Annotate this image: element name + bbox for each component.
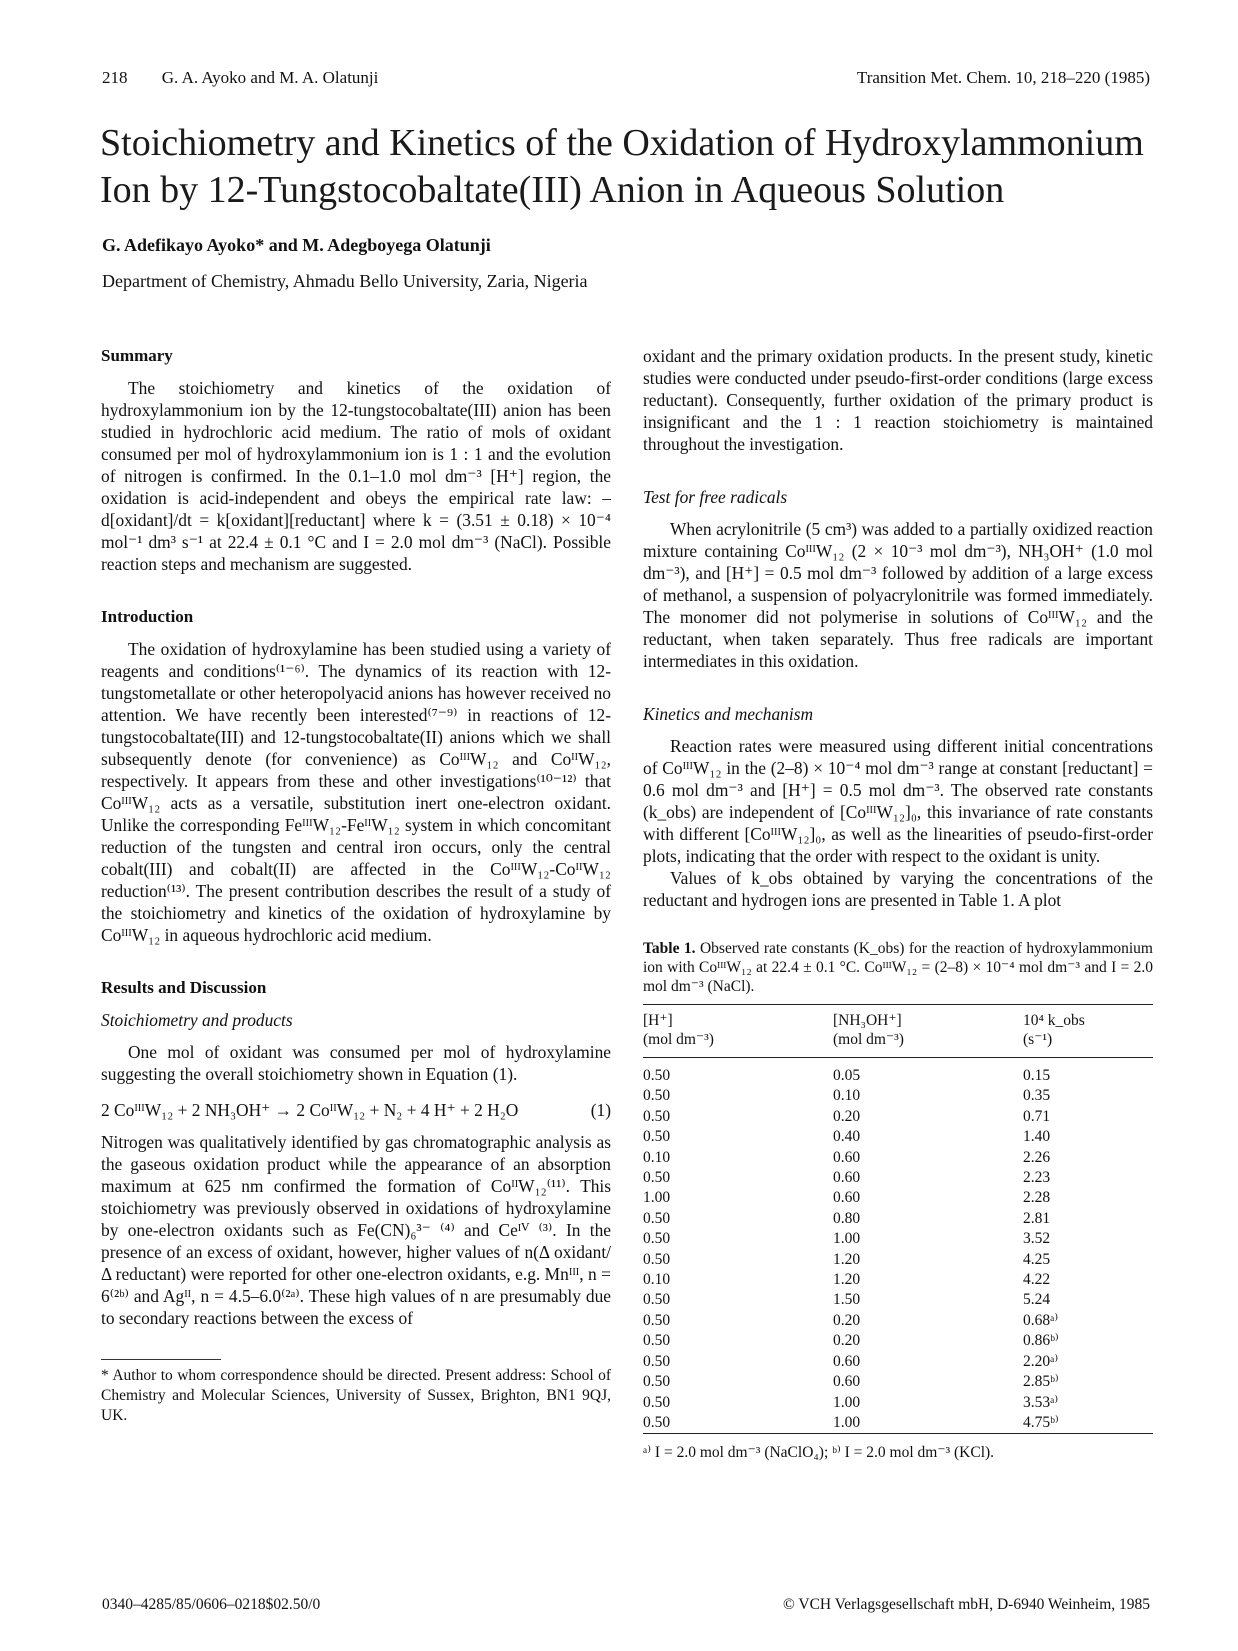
table-row — [643, 1393, 1153, 1413]
article-title: Stoichiometry and Kinetics of the Oxidation of Hydroxylammonium Ion by 12-Tungstocobaltate(III) Anion in Aqueous Solution — [100, 122, 1144, 211]
table-cell: 0.60 — [833, 1352, 861, 1370]
stoichiometry-subheading: Stoichiometry and products — [101, 1010, 293, 1030]
table-cell: 2.20ᵃ⁾ — [1023, 1352, 1059, 1370]
table-cell: 1.50 — [833, 1291, 861, 1309]
table-row — [643, 1127, 1153, 1147]
table-cell: 2.26 — [1023, 1148, 1051, 1166]
author-list: G. Adefikayo Ayoko* and M. Adegboyega Olatunji — [102, 235, 491, 255]
table-cell: 0.60 — [833, 1169, 861, 1187]
table-cell: 0.10 — [833, 1087, 861, 1105]
publisher-copyright: © VCH Verlagsgesellschaft mbH, D-6940 Weinheim, 1985 — [783, 1596, 1150, 1613]
right-column — [643, 345, 1153, 1464]
results-paragraph-1: One mol of oxidant was consumed per mol of hydroxylamine suggesting the overall stoichiometry shown in Equation (1). — [101, 1042, 611, 1084]
table-cell: 0.50 — [643, 1250, 671, 1268]
table-row — [643, 1188, 1153, 1208]
table-cell: 0.20 — [833, 1332, 861, 1350]
table-cell: 0.60 — [833, 1189, 861, 1207]
table-row — [643, 1229, 1153, 1249]
table-row — [643, 1372, 1153, 1392]
table-cell: 0.50 — [643, 1087, 671, 1105]
table-cell: 0.50 — [643, 1332, 671, 1350]
summary-heading: Summary — [101, 346, 173, 365]
table-cell: 0.68ᵃ⁾ — [1023, 1311, 1059, 1329]
table-cell: 0.40 — [833, 1128, 861, 1146]
table-cell: 0.50 — [643, 1107, 671, 1125]
equation-expression: 2 CoᴵᴵᴵW₁₂ + 2 NH₃OH⁺ → 2 CoᴵᴵW₁₂ + N₂ + 4 H⁺ + 2 H₂O — [101, 1100, 519, 1120]
table-cell: 0.10 — [643, 1271, 671, 1289]
results-paragraph-2: Nitrogen was qualitatively identified by gas chromatographic analysis as the gaseous oxidation product while the appearance of an absorption maximum at 625 nm confirmed the formation of CoᴵᴵW₁₂⁽¹¹⁾. This stoichiometry was previously observed in oxidations of hydroxylamine by one-electron oxidants such as Fe(CN)₆³⁻ ⁽⁴⁾ and Ceᴵⱽ ⁽³⁾. In the presence of an excess of oxidant, however, higher values of n(Δ oxidant/Δ reductant) were reported for other one-electron oxidants, e.g. Mnᴵᴵᴵ, n = 6⁽²ᵇ⁾ and Agᴵᴵ, n = 4.5–6.0⁽²ᵃ⁾. These high values of n are presumably due to secondary reactions between the excess of — [101, 1132, 611, 1328]
table-cell: 2.23 — [1023, 1169, 1051, 1187]
left-column — [101, 345, 611, 1426]
affiliation: Department of Chemistry, Ahmadu Bello University, Zaria, Nigeria — [102, 271, 588, 291]
table-cell: 1.40 — [1023, 1128, 1051, 1146]
table-cell: 0.35 — [1023, 1087, 1051, 1105]
table-row — [643, 1270, 1153, 1290]
kinetics-heading: Kinetics and mechanism — [643, 704, 814, 724]
table-cell: 1.00 — [833, 1413, 861, 1431]
table-cell: 4.22 — [1023, 1271, 1051, 1289]
table-cell: 2.81 — [1023, 1209, 1051, 1227]
table-row — [643, 1058, 1153, 1087]
table-cell: 0.20 — [833, 1311, 861, 1329]
page-number: 218 — [102, 68, 128, 87]
table-cell: 1.00 — [833, 1393, 861, 1411]
table-row — [643, 1352, 1153, 1372]
table-cell: 0.50 — [643, 1311, 671, 1329]
table-cell: 0.71 — [1023, 1107, 1051, 1125]
table-cell: 0.50 — [643, 1291, 671, 1309]
radicals-text: When acrylonitrile (5 cm³) was added to a partially oxidized reaction mixture containing CoᴵᴵᴵW₁₂ (2 × 10⁻³ mol dm⁻³), NH₃OH⁺ (1.0 mol dm⁻³), and [H⁺] = 0.5 mol dm⁻³ followed by addition of a large excess of methanol, a suspension of polyacrylonitrile was formed immediately. The monomer did not polymerise in solutions of CoᴵᴵᴵW₁₂ and the reductant, when taken separately. Thus free radicals are important intermediates in this oxidation. — [643, 519, 1153, 671]
introduction-heading: Introduction — [101, 607, 194, 626]
table-cell: 0.10 — [643, 1148, 671, 1166]
table-cell: 0.20 — [833, 1107, 861, 1125]
table-row — [643, 1107, 1153, 1127]
table-cell: 2.85ᵇ⁾ — [1023, 1373, 1059, 1391]
kinetics-paragraph-1: Reaction rates were measured using different initial concentrations of CoᴵᴵᴵW₁₂ in the (2–8) × 10⁻⁴ mol dm⁻³ range at constant [reductant] = 0.6 mol dm⁻³ and [H⁺] = 0.5 mol dm⁻³. The observed rate constants (k_obs) are independent of [CoᴵᴵᴵW₁₂]₀, this invariance of rate constants with different [CoᴵᴵᴵW₁₂]₀, as well as the linearities of pseudo-first-order plots, indicating that the order with respect to the oxidant is unity. — [643, 736, 1153, 866]
table-cell: 0.50 — [643, 1209, 671, 1227]
table-row — [643, 1331, 1153, 1351]
table-cell: 3.53ᵃ⁾ — [1023, 1393, 1059, 1411]
table-label: Table 1. — [643, 940, 696, 957]
table-row — [643, 1168, 1153, 1188]
table-row — [643, 1148, 1153, 1168]
table-cell: 0.50 — [643, 1352, 671, 1370]
running-authors: G. A. Ayoko and M. A. Olatunji — [161, 68, 379, 87]
table-row — [643, 1290, 1153, 1310]
issn-code: 0340–4285/85/0606–0218$02.50/0 — [102, 1596, 321, 1613]
table-caption — [643, 939, 1153, 996]
table-cell: 0.50 — [643, 1169, 671, 1187]
journal-citation: Transition Met. Chem. 10, 218–220 (1985) — [856, 68, 1150, 87]
table-row — [643, 1209, 1153, 1229]
table-cell: 0.05 — [833, 1067, 861, 1084]
table-header: [NH₃OH⁺] (mol dm⁻³) — [833, 1012, 904, 1048]
table-cell: 0.50 — [643, 1067, 671, 1084]
table-cell: 2.28 — [1023, 1189, 1051, 1207]
running-header-left — [102, 68, 378, 88]
table-header: [H⁺] (mol dm⁻³) — [643, 1012, 714, 1048]
table-cell: 5.24 — [1023, 1291, 1051, 1309]
introduction-text: The oxidation of hydroxylamine has been studied using a variety of reagents and conditions⁽¹⁻⁶⁾. The dynamics of its reaction with 12-tungstometallate or other heteropolyacid anions has however received no attention. We have recently been interested⁽⁷⁻⁹⁾ in reactions of 12-tungstocobaltate(III) and 12-tungstocobaltate(II) anions which we shall subsequently denote (for convenience) as CoᴵᴵᴵW₁₂ and CoᴵᴵW₁₂, respectively. It appears from these and other investigations⁽¹⁰⁻¹²⁾ that CoᴵᴵᴵW₁₂ acts as a versatile, substitution inert one-electron oxidant. Unlike the corresponding FeᴵᴵᴵW₁₂-FeᴵᴵW₁₂ system in which concomitant reduction of the tungsten and central iron occurs, only the central cobalt(III) and cobalt(II) are affected in the CoᴵᴵᴵW₁₂-CoᴵᴵW₁₂ reduction⁽¹³⁾. The present contribution describes the result of a study of the stoichiometry and kinetics of the oxidation of hydroxylamine by CoᴵᴵᴵW₁₂ in aqueous hydrochloric acid medium. — [101, 639, 611, 945]
table-notes: ᵃ⁾ I = 2.0 mol dm⁻³ (NaClO₄); ᵇ⁾ I = 2.0 mol dm⁻³ (KCl). — [643, 1444, 995, 1462]
radicals-heading: Test for free radicals — [643, 487, 788, 507]
continuation-paragraph: oxidant and the primary oxidation products. In the present study, kinetic studies were conducted under pseudo-first-order conditions (large excess reductant). Consequently, further oxidation of the primary product is insignificant and the 1 : 1 reaction stoichiometry is maintained throughout the investigation. — [643, 346, 1153, 454]
table-cell: 1.20 — [833, 1271, 861, 1289]
correspondence-footnote: * Author to whom correspondence should be directed. Present address: School of Chemistry and Molecular Sciences, University of Sussex, Brighton, BN1 9QJ, UK. — [101, 1367, 611, 1424]
table-cell: 0.50 — [643, 1230, 671, 1248]
table-cell: 3.52 — [1023, 1230, 1051, 1248]
table-cell: 4.75ᵇ⁾ — [1023, 1413, 1059, 1431]
table-cell: 0.50 — [643, 1373, 671, 1391]
equation-1 — [101, 1099, 611, 1121]
table-cell: 0.86ᵇ⁾ — [1023, 1332, 1059, 1350]
table-row — [643, 1311, 1153, 1331]
table-cell: 0.50 — [643, 1393, 671, 1411]
table-cell: 1.20 — [833, 1250, 861, 1268]
table-cell: 0.50 — [643, 1128, 671, 1146]
equation-number: (1) — [590, 1100, 611, 1120]
results-heading: Results and Discussion — [101, 978, 267, 997]
table-cell: 0.50 — [643, 1413, 671, 1431]
kinetics-paragraph-2: Values of k_obs obtained by varying the concentrations of the reductant and hydrogen ions are presented in Table 1. A plot — [643, 868, 1153, 910]
summary-text: The stoichiometry and kinetics of the oxidation of hydroxylammonium ion by the 12-tungstocobaltate(III) anion has been studied in hydrochloric acid medium. The ratio of mols of oxidant consumed per mol of hydroxylammonium ion is 1 : 1 and the evolution of nitrogen is confirmed. In the 0.1–1.0 mol dm⁻³ [H⁺] region, the oxidation is acid-independent and obeys the empirical rate law: –d[oxidant]/dt = k[oxidant][reductant] where k = (3.51 ± 0.18) × 10⁻⁴ mol⁻¹ dm³ s⁻¹ at 22.4 ± 0.1 °C and I = 2.0 mol dm⁻³ (NaCl). Possible reaction steps and mechanism are suggested. — [101, 378, 611, 574]
rate-constant-table — [643, 1004, 1153, 1434]
table-cell: 1.00 — [643, 1189, 671, 1207]
table-cell: 4.25 — [1023, 1250, 1051, 1268]
table-cell: 1.00 — [833, 1230, 861, 1248]
table-cell: 0.80 — [833, 1209, 861, 1227]
footnote-rule — [101, 1359, 221, 1360]
table-cell: 0.60 — [833, 1148, 861, 1166]
table-row — [643, 1413, 1153, 1434]
table-header: 10⁴ k_obs (s⁻¹) — [1023, 1012, 1085, 1048]
table-caption-text: Observed rate constants (K_obs) for the reaction of hydroxylammonium ion with CoᴵᴵᴵW₁₂ at 22.4 ± 0.1 °C. CoᴵᴵᴵW₁₂ = (2–8) × 10⁻⁴ mol dm⁻³ and I = 2.0 mol dm⁻³ (NaCl). — [643, 940, 1153, 995]
table-row — [643, 1250, 1153, 1270]
table-cell: 0.60 — [833, 1373, 861, 1391]
table-row — [643, 1086, 1153, 1106]
table-cell: 0.15 — [1023, 1067, 1051, 1084]
